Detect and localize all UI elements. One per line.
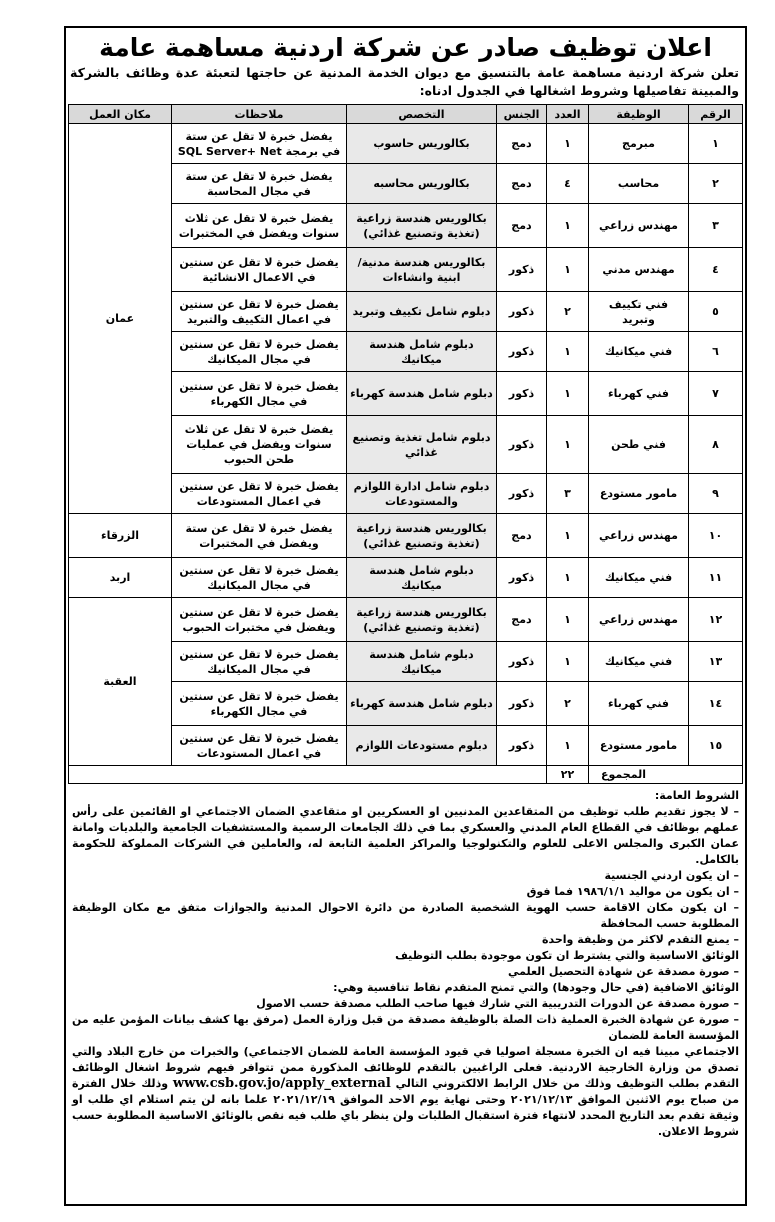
cell-count: ١ [547,124,589,164]
cell-spec: دبلوم شامل تكييف وتبريد [347,292,497,332]
cell-num: ٣ [689,204,743,248]
cell-gender: ذكور [497,372,547,416]
cell-spec: دبلوم شامل هندسة ميكانيك [347,332,497,372]
cell-count: ٣ [547,474,589,514]
cell-count: ١ [547,642,589,682]
cell-gender: دمج [497,598,547,642]
condition-11 [72,1044,739,1140]
cell-spec: دبلوم شامل هندسة كهرباء [347,682,497,726]
cell-gender: دمج [497,124,547,164]
cell-note: يفضل خبرة لا تقل عن سنتين في مجال الميكانيك [172,642,347,682]
cell-note: يفضل خبرة لا تقل عن سنتين في مجال الميكانيك [172,558,347,598]
cell-num: ٨ [689,416,743,474]
ad-intro: تعلن شركة اردنية مساهمة عامة بالتنسيق مع ديوان الخدمة المدنية عن حاجتها لتعبئة عدة وظائف بالشركة والمبينة تفاصيلها وشروط اشغالها في الجدول ادناه: [70,65,739,98]
cell-num: ١٣ [689,642,743,682]
ad-title: اعلان توظيف صادر عن شركة اردنية مساهمة عامة [99,33,712,62]
cell-job: مامور مستودع [589,726,689,766]
cell-gender: ذكور [497,292,547,332]
general-conditions [66,784,745,1140]
condition-7: – صورة مصدقة عن شهادة التحصيل العلمي [507,965,739,978]
cell-job: مهندس زراعي [589,514,689,558]
condition-6: الوثائق الاساسية والتي يشترط ان تكون موجودة بطلب التوظيف [395,949,739,962]
cell-note: يفضل خبرة لا تقل عن ستة في برمجة SQL Server+ Net [172,124,347,164]
cell-num: ٥ [689,292,743,332]
condition-4: – ان يكون مكان الاقامة حسب الهوية الشخصية الصادرة من دائرة الاحوال المدنية والجوازات متفق مع مكان الوظيفة المطلوبة حسب المحافظة [72,901,739,930]
cell-work-place: اربد [69,558,172,598]
cell-job: مهندس زراعي [589,204,689,248]
apply-link[interactable]: www.csb.gov.jo/apply_external [172,1076,391,1091]
header-num: الرقم [689,105,743,124]
cell-gender: دمج [497,164,547,204]
cell-count: ١ [547,204,589,248]
cell-note: يفضل خبرة لا تقل عن سنتين في اعمال المستودعات [172,726,347,766]
header-place: مكان العمل [69,105,172,124]
condition-3: – ان يكون من مواليد ١٩٨٦/١/١ فما فوق [526,885,739,898]
header-gender: الجنس [497,105,547,124]
cell-note: يفضل خبرة لا تقل عن سنتين في مجال الميكانيك [172,332,347,372]
cell-job: فني كهرباء [589,682,689,726]
cell-count: ٢ [547,682,589,726]
header-notes: ملاحظات [172,105,347,124]
cell-spec: بكالوريس هندسة زراعية (تغذية وتصنيع غذائي) [347,514,497,558]
cell-num: ١٢ [689,598,743,642]
header-count: العدد [547,105,589,124]
cell-note: يفضل خبرة لا تقل عن سنتين في مجال الكهرباء [172,372,347,416]
cell-note: يفضل خبرة لا تقل عن ستة في مجال المحاسبة [172,164,347,204]
total-empty [69,766,547,784]
cell-count: ١ [547,726,589,766]
cell-spec: دبلوم شامل ادارة اللوازم والمستودعات [347,474,497,514]
cell-job: فني ميكانيك [589,332,689,372]
cell-count: ١ [547,332,589,372]
cell-spec: بكالوريس محاسبه [347,164,497,204]
cell-count: ١ [547,416,589,474]
cell-spec: دبلوم شامل هندسة ميكانيك [347,642,497,682]
cell-gender: ذكور [497,248,547,292]
table-header-row [69,105,743,124]
cell-num: ١٠ [689,514,743,558]
cell-job: فني تكييف وتبريد [589,292,689,332]
cell-job: فني كهرباء [589,372,689,416]
cell-num: ١٤ [689,682,743,726]
jobs-table [68,104,743,784]
cell-gender: ذكور [497,332,547,372]
cell-note: يفضل خبرة لا تقل عن سنتين في اعمال التكييف والتبريد [172,292,347,332]
cell-num: ٧ [689,372,743,416]
cell-note: يفضل خبرة لا تقل عن سنتين في اعمال المستودعات [172,474,347,514]
cell-spec: بكالوريس حاسوب [347,124,497,164]
condition-9: – صورة مصدقة عن الدورات التدريبية التي شارك فيها صاحب الطلب مصدقة حسب الاصول [256,997,739,1010]
cell-job: فني طحن [589,416,689,474]
cell-num: ١ [689,124,743,164]
cell-num: ١٥ [689,726,743,766]
cell-count: ٤ [547,164,589,204]
table-row [69,514,743,558]
conditions-heading: الشروط العامة: [654,789,739,802]
condition-11-part-b: وذلك خلال الفترة من صباح يوم الاثنين الموافق ٢٠٢١/١٢/١٣ وحتى نهاية يوم الاحد الموافق ٢٠٢١/١٢/١٩ علما بانه لن يتم استلام اي طلب او وثيقة تقدم بعد التاريخ المحدد لانتهاء فترة استقبال الطلبات ولن ينظر باي طلب فيه نقص بالوثائق الاساسية المطلوبة حسب شروط الاعلان. [72,1077,740,1138]
cell-gender: ذكور [497,682,547,726]
cell-count: ١ [547,372,589,416]
cell-gender: دمج [497,514,547,558]
condition-2: – ان يكون اردني الجنسية [604,869,739,882]
cell-note: يفضل خبرة لا تقل عن سنتين ويفضل في مختبرات الحبوب [172,598,347,642]
cell-spec: دبلوم شامل هندسة كهرباء [347,372,497,416]
cell-spec: بكالوريس هندسة مدنية/ ابنية وانشاءات [347,248,497,292]
cell-spec: دبلوم شامل هندسة ميكانيك [347,558,497,598]
cell-gender: ذكور [497,726,547,766]
cell-spec: بكالوريس هندسة زراعية (تغذية وتصنيع غذائي) [347,598,497,642]
cell-num: ٢ [689,164,743,204]
cell-num: ٦ [689,332,743,372]
cell-job: فني ميكانيك [589,642,689,682]
cell-count: ١ [547,598,589,642]
condition-10: – صورة عن شهادة الخبرة العملية ذات الصلة بالوظيفة مصدقة من قبل وزارة العمل (مرفق بها كشف بيانات المؤمن عليه من المؤسسة العامة للضمان [72,1013,739,1042]
cell-gender: ذكور [497,642,547,682]
cell-job: مهندس زراعي [589,598,689,642]
cell-spec: دبلوم شامل تغذية وتصنيع غذائي [347,416,497,474]
table-row [69,598,743,642]
advertisement-frame [64,26,747,1206]
cell-job: مامور مستودع [589,474,689,514]
total-label: المجموع [589,766,743,784]
cell-gender: دمج [497,204,547,248]
condition-1: – لا يجوز تقديم طلب توظيف من المتقاعدين المدنيين او العسكريين او متقاعدي الضمان الاجتماعي او القائمين على رأس عملهم بوظائف في القطاع العام المدني والعسكري بما في ذلك الجامعات الرسمية والمستشفيات الجامعية والبلديات وامانة عمان الكبرى والمجلس الاعلى للعلوم والتكنولوجيا والمراكز العلمية التابعة له، والعاملين في الشركات المملوكة للحكومة بالكامل. [72,805,739,866]
header-spec: التخصص [347,105,497,124]
cell-num: ١١ [689,558,743,598]
condition-8: الوثائق الاضافية (في حال وجودها) والتي تمنح المتقدم نقاط تنافسية وهي: [333,981,739,994]
cell-job: مبرمج [589,124,689,164]
header-job: الوظيفة [589,105,689,124]
cell-job: مهندس مدني [589,248,689,292]
cell-count: ١ [547,514,589,558]
cell-num: ٤ [689,248,743,292]
cell-spec: بكالوريس هندسة زراعية (تغذية وتصنيع غذائي) [347,204,497,248]
cell-gender: ذكور [497,474,547,514]
total-row [69,766,743,784]
total-value: ٢٢ [547,766,589,784]
cell-job: فني ميكانيك [589,558,689,598]
cell-work-place: عمان [69,124,172,514]
cell-count: ١ [547,558,589,598]
cell-num: ٩ [689,474,743,514]
table-row [69,124,743,164]
cell-count: ١ [547,248,589,292]
table-row [69,558,743,598]
cell-spec: دبلوم مستودعات اللوازم [347,726,497,766]
cell-job: محاسب [589,164,689,204]
cell-note: يفضل خبرة لا تقل عن سنتين في الاعمال الانشائية [172,248,347,292]
cell-note: يفضل خبرة لا تقل عن ستة ويفضل في المختبرات [172,514,347,558]
cell-count: ٢ [547,292,589,332]
cell-note: يفضل خبرة لا تقل عن ثلاث سنوات ويفضل في المختبرات [172,204,347,248]
cell-note: يفضل خبرة لا تقل عن ثلاث سنوات ويفضل في عمليات طحن الحبوب [172,416,347,474]
cell-work-place: الزرقاء [69,514,172,558]
cell-gender: ذكور [497,558,547,598]
condition-11-part-a: الاجتماعي مبينا فيه ان الخبرة مسجلة اصوليا في قيود المؤسسة العامة للضمان الاجتماعي) والخبرات من خارج البلاد والتي تصدق من وزارة الخارجية الاردنية. فعلى الراغبين بالتقدم للوظائف المذكورة ممن تتوافر فيهم شروط اشغال الوظائف التقدم بطلب التوظيف وذلك من خلال الرابط الالكتروني التالي [72,1045,739,1090]
cell-work-place: العقبة [69,598,172,766]
condition-5: – يمنع التقدم لاكثر من وظيفة واحدة [541,933,739,946]
cell-gender: ذكور [497,416,547,474]
cell-note: يفضل خبرة لا تقل عن سنتين في مجال الكهرباء [172,682,347,726]
